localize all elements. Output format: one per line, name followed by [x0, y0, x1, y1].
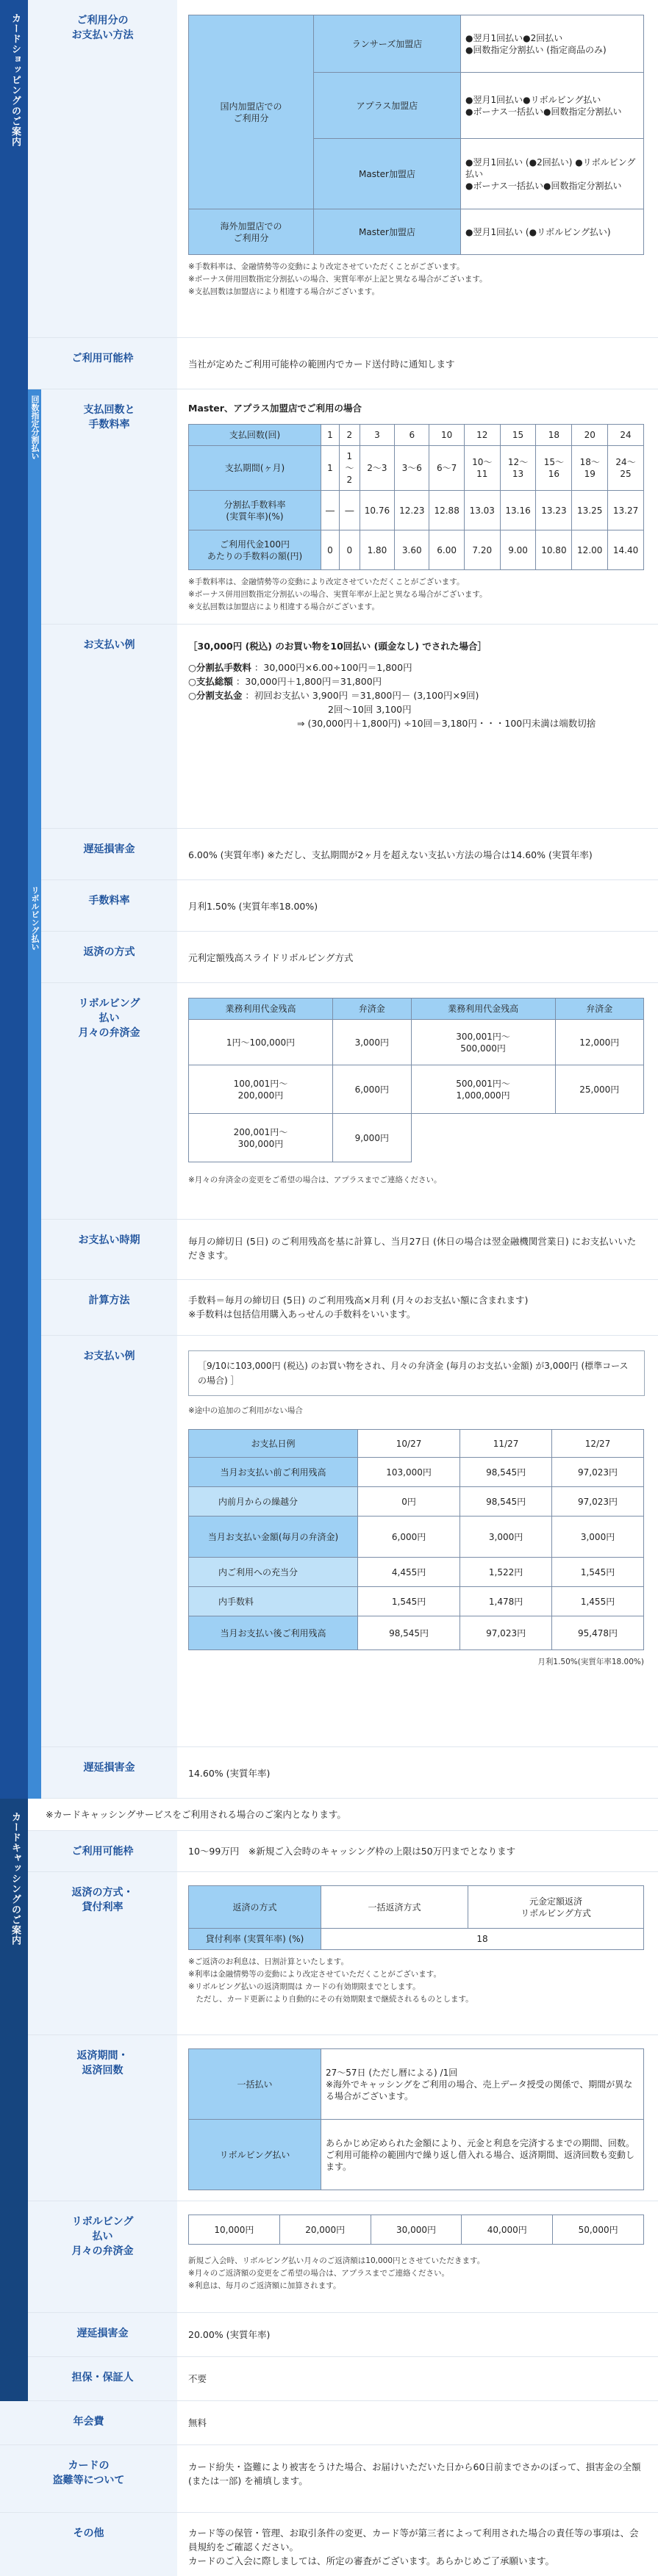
revo-calc-t1: 手数料＝毎月の締切日 (5日) のご利用残高×月利 (月々のお支払い額に含まれます) — [188, 1295, 529, 1306]
revo-monthly-row — [41, 983, 658, 1220]
revo-example-rows-3-1: 4,455円 — [358, 1558, 460, 1587]
installment-example-l3v: ：初回お支払い 3,900円 ＝31,800円－ (3,100円×9回) — [245, 690, 479, 701]
revo-example-rows-0-0: 当月お支払い前ご利用残高 — [189, 1458, 358, 1487]
revo-example-cols-1: 10/27 — [358, 1430, 460, 1458]
credit-limit-text: 当社が定めたご利用可能枠の範囲内でカード送付時に通知します — [188, 359, 455, 370]
cash-late-row — [28, 2313, 658, 2357]
installment-fee-fees-5: 7.20 — [464, 530, 500, 570]
section-cashing — [0, 1799, 28, 2445]
guarantor-label: 担保・保証人 — [28, 2357, 177, 2400]
cash-monthly-notes-2: ※利息は、毎月のご返済額に加算されます。 — [188, 2281, 341, 2290]
payment-notes — [188, 261, 645, 298]
installment-example-l2v: ：30,000円＋1,800円＝31,800円 — [235, 676, 382, 687]
payment-method-notes-0: ※手数料率は、金融情勢等の変動により改定させていただくことがございます。 — [188, 262, 465, 271]
credit-limit-row — [28, 338, 658, 389]
revo-method-row — [41, 932, 658, 983]
installment-fee-fees-3: 3.60 — [395, 530, 429, 570]
cash-period-label: 返済期間・ 返済回数 — [28, 2035, 177, 2201]
installment-example-l3k: ○分割支払金 — [188, 690, 243, 701]
late-fee-text: 6.00% (実質年率) ※ただし、支払期間が2ヶ月を超えない支払い方法の場合は14.60% (実質年率) — [188, 849, 593, 860]
payment-method-rows-0-methods: ●翌月1回払い●2回払い ●回数指定分割払い (指定商品のみ) — [461, 15, 644, 73]
cash-method-h2: 一括返済方式 — [321, 1886, 468, 1929]
cash-monthly-amounts-0: 10,000円 — [189, 2215, 280, 2245]
installment-fee-fees-6: 9.00 — [500, 530, 536, 570]
revo-monthly-table — [188, 998, 644, 1162]
cash-period-row — [28, 2035, 658, 2201]
cash-period-k1: 一括払い — [189, 2049, 321, 2120]
installment-fee-periods-5: 10～11 — [464, 446, 500, 491]
cash-method-label: 返済の方式・ 貸付利率 — [28, 1872, 177, 2034]
installment-fee-counts-6: 15 — [500, 425, 536, 446]
annual-fee-label: 年会費 — [0, 2401, 177, 2444]
cash-method-notes-1: ※利率は金融情勢等の変動により改定させていただくことがございます。 — [188, 1970, 441, 1979]
installment-fee-rates-1: ― — [340, 491, 360, 530]
sections-shopping: カードショッピングのご案内 — [10, 13, 21, 147]
payment-method-row — [28, 0, 658, 338]
installment-fee-notes-0: ※手数料率は、金融情勢等の変動により改定させていただくことがございます。 — [188, 578, 465, 586]
other-label: その他 — [0, 2513, 177, 2576]
revo-example-rows-4-2: 1,478円 — [460, 1587, 552, 1616]
section-installment — [28, 389, 41, 880]
payment-method-rows-3-store: Master加盟店 — [314, 209, 461, 255]
payment-method-rows-1-store: アプラス加盟店 — [314, 73, 461, 139]
annual-fee-row — [0, 2401, 658, 2445]
installment-fee-rates-3: 12.23 — [395, 491, 429, 530]
revo-example-rows-1-0: 内前月からの繰越分 — [189, 1487, 358, 1517]
installment-fee-fees-8: 12.00 — [572, 530, 608, 570]
cash-period-k2: リボルビング払い — [189, 2120, 321, 2190]
revo-monthly-rows-0-0: 1円～100,000円 — [189, 1020, 333, 1065]
revo-monthly-h1: 業務利用代金残高 — [189, 999, 333, 1020]
revo-example-rows-1-1: 0円 — [358, 1487, 460, 1517]
installment-example-row — [41, 625, 658, 829]
cash-method-notes-0: ※ご返済のお利息は、日割計算といたします。 — [188, 1957, 348, 1966]
installment-example-label: お支払い例 — [41, 625, 177, 828]
installment-fee-label: 支払回数と 手数料率 — [41, 389, 177, 624]
theft-row — [0, 2445, 658, 2513]
revo-timing-row — [41, 1220, 658, 1280]
cash-monthly-label: リボルビング 払い 月々の弁済金 — [28, 2201, 177, 2312]
revo-monthly-rows-2-0: 200,001円～ 300,000円 — [189, 1114, 333, 1162]
payment-method-rows-0-group: 国内加盟店での ご利用分 — [189, 15, 314, 209]
cash-period-v1: 27～57日 (ただし暦による) /1回 ※海外でキャッシングをご利用の場合、売上データ授受の関係で、期間が異なる場合がございます。 — [321, 2049, 644, 2120]
installment-fee-counts-9: 24 — [608, 425, 644, 446]
installment-fee-fees-0: 0 — [321, 530, 340, 570]
revo-example-label: お支払い例 — [41, 1336, 177, 1746]
other-text: カード等の保管・管理、お取引条件の変更、カード等が第三者によって利用された場合の責任等の事項は、会員規約をご確認ください。 カードのご入会に際しましては、所定の審査がございます。あらかじめご了承願います。 — [188, 2528, 639, 2566]
installment-fee-counts-2: 3 — [360, 425, 394, 446]
revo-example-title: ［9/10に103,000円 (税込) のお買い物をされ、月々の弁済金 (毎月のお支払い金額) が3,000円 (標準コースの場合) ］ — [188, 1350, 645, 1396]
guarantor-text: 不要 — [188, 2373, 207, 2384]
cash-method-notes-2: ※リボルビング払いの返済期間は カードの有効期限までとします。 — [188, 1982, 421, 1991]
revo-example-rows-4-1: 1,545円 — [358, 1587, 460, 1616]
revo-calc-label: 計算方法 — [41, 1280, 177, 1335]
cash-late-label: 遅延損害金 — [28, 2313, 177, 2356]
installment-fee-periods-4: 6～7 — [429, 446, 464, 491]
revo-example-cols-2: 11/27 — [460, 1430, 552, 1458]
installment-fee-rates-6: 13.16 — [500, 491, 536, 530]
installment-example-l1v: ：30,000円×6.00÷100円＝1,800円 — [254, 662, 412, 673]
installment-example-title: ［30,000円 (税込) のお買い物を10回払い (頭金なし) でされた場合］ — [188, 641, 487, 652]
cash-period-v2: あらかじめ定められた金額により、元金と利息を完済するまでの期間、回数。ご利用可能枠の範囲内で繰り返し借入れる場合、返済期間、返済回数も変動します。 — [321, 2120, 644, 2190]
installment-fee-periods-8: 18～19 — [572, 446, 608, 491]
cash-monthly-amounts-4: 50,000円 — [553, 2215, 644, 2245]
installment-fee-periods-2: 2～3 — [360, 446, 394, 491]
revo-monthly-note: ※月々の弁済金の変更をご希望の場合は、アプラスまでご連絡ください。 — [188, 1176, 442, 1184]
sections-cashing: カードキャッシングのご案内 — [10, 1812, 21, 1946]
revo-monthly-rows-1-1: 6,000円 — [332, 1065, 411, 1114]
revo-timing-text: 毎月の締切日 (5日) のご利用残高を基に計算し、当月27日 (休日の場合は翌金融機関営業日) にお支払いいただきます。 — [188, 1236, 637, 1261]
cashing-intro: ※カードキャッシングサービスをご利用される場合のご案内となります。 — [46, 1809, 346, 1820]
revo-example-rows-1-3: 97,023円 — [552, 1487, 644, 1517]
revo-example-rows-3-2: 1,522円 — [460, 1558, 552, 1587]
installment-fee-fees-4: 6.00 — [429, 530, 464, 570]
revo-monthly-h4: 弁済金 — [555, 999, 643, 1020]
installment-fee-counts-0: 1 — [321, 425, 340, 446]
installment-fee-headers-1: 支払期間(ヶ月) — [189, 446, 321, 491]
installment-fee-rates-7: 13.23 — [536, 491, 572, 530]
revo-example-rows-5-3: 95,478円 — [552, 1616, 644, 1650]
revo-example-foot: 月利1.50%(実質年率18.00%) — [537, 1658, 644, 1666]
revo-example-rows-2-1: 6,000円 — [358, 1517, 460, 1558]
revo-example-table — [188, 1429, 644, 1650]
revo-example-rows-2-3: 3,000円 — [552, 1517, 644, 1558]
installment-fee-rates-0: ― — [321, 491, 340, 530]
late-fee-label: 遅延損害金 — [41, 829, 177, 879]
revo-fee-row — [41, 880, 658, 932]
cash-method-notes-3: ただし、カード更新により自動的にその有効期限まで継続されるものとします。 — [188, 1995, 473, 2004]
late-fee-row — [41, 829, 658, 880]
cash-late-text: 20.00% (実質年率) — [188, 2329, 271, 2340]
installment-fee-headers-3: ご利用代金100円 あたりの手数料の額(円) — [189, 530, 321, 570]
cash-monthly-notes-1: ※月々のご返済額の変更をご希望の場合は、アプラスまでご連絡ください。 — [188, 2269, 449, 2278]
cash-monthly-amounts-1: 20,000円 — [279, 2215, 371, 2245]
revo-example-row — [41, 1336, 658, 1747]
revo-example-cols-0: お支払日例 — [189, 1430, 358, 1458]
revo-example-rows-2-0: 当月お支払い金額(毎月の弁済金) — [189, 1517, 358, 1558]
payment-method-rows-3-group: 海外加盟店での ご利用分 — [189, 209, 314, 255]
sections-revolving: リボルビング払い — [30, 886, 40, 951]
installment-fee-notes-1: ※ボーナス併用回数指定分割払いの場合、実質年率が上記と異なる場合がございます。 — [188, 590, 487, 599]
installment-fee-notes-2: ※支払回数は加盟店により相違する場合がございます。 — [188, 602, 379, 611]
installment-example-l4: 2回～10回 3,100円 — [328, 704, 412, 715]
revo-example-rows-0-3: 97,023円 — [552, 1458, 644, 1487]
revo-monthly-h3: 業務利用代金残高 — [411, 999, 555, 1020]
cash-method-h3: 元金定額返済 リボルビング方式 — [468, 1886, 644, 1929]
installment-fee-row — [41, 389, 658, 625]
revo-fee-label: 手数料率 — [41, 880, 177, 931]
payment-method-label: ご利用分の お支払い方法 — [28, 0, 177, 337]
revo-fee-text: 月利1.50% (実質年率18.00%) — [188, 901, 318, 912]
installment-fee-rates-4: 12.88 — [429, 491, 464, 530]
cash-monthly-table — [188, 2215, 644, 2245]
cash-monthly-row — [28, 2201, 658, 2313]
revo-monthly-rows-0-2: 300,001円～ 500,000円 — [411, 1020, 555, 1065]
payment-method-notes-1: ※ボーナス併用回数指定分割払いの場合、実質年率が上記と異なる場合がございます。 — [188, 275, 487, 284]
installment-example-l1k: ○分割払手数料 — [188, 662, 251, 673]
revo-example-sub: ※途中の追加のご利用がない場合 — [188, 1406, 303, 1415]
payment-method-table — [188, 15, 644, 255]
section-shopping — [0, 0, 28, 1799]
credit-limit-label: ご利用可能枠 — [28, 338, 177, 389]
cash-method-h1: 返済の方式 — [189, 1886, 321, 1929]
installment-fee-counts-3: 6 — [395, 425, 429, 446]
installment-fee-counts-4: 10 — [429, 425, 464, 446]
revo-monthly-rows-0-3: 12,000円 — [555, 1020, 643, 1065]
revo-monthly-rows-1-0: 100,001円～ 200,000円 — [189, 1065, 333, 1114]
payment-method-rows-2-store: Master加盟店 — [314, 139, 461, 209]
installment-fee-rates-2: 10.76 — [360, 491, 394, 530]
installment-fee-counts-8: 20 — [572, 425, 608, 446]
revo-example-rows-5-0: 当月お支払い後ご利用残高 — [189, 1616, 358, 1650]
installment-example-l2k: ○支払総額 — [188, 676, 233, 687]
installment-fee-periods-1: 1～2 — [340, 446, 360, 491]
installment-fee-rates-5: 13.03 — [464, 491, 500, 530]
revo-monthly-rows-1-3: 25,000円 — [555, 1065, 643, 1114]
installment-fee-fees-9: 14.40 — [608, 530, 644, 570]
installment-fee-last-period: 24～25 — [608, 446, 644, 491]
revo-example-rows-4-3: 1,455円 — [552, 1587, 644, 1616]
installment-fee-counts-5: 12 — [464, 425, 500, 446]
installment-fee-fees-7: 10.80 — [536, 530, 572, 570]
installment-fee-periods-3: 3～6 — [395, 446, 429, 491]
revo-method-text: 元利定額残高スライドリボルビング方式 — [188, 952, 354, 963]
cashing-intro — [28, 1799, 658, 1831]
cash-method-row — [28, 1872, 658, 2035]
revo-example-rows-0-2: 98,545円 — [460, 1458, 552, 1487]
installment-fee-title: Master、アプラス加盟店でご利用の場合 — [188, 403, 362, 414]
cash-period-table — [188, 2048, 644, 2190]
revo-example-rows-1-2: 98,545円 — [460, 1487, 552, 1517]
cash-monthly-amounts-2: 30,000円 — [371, 2215, 462, 2245]
revo-late-row — [41, 1747, 658, 1799]
revo-example-rows-0-1: 103,000円 — [358, 1458, 460, 1487]
cash-limit-label: ご利用可能枠 — [28, 1831, 177, 1871]
theft-label: カードの 盗難等について — [0, 2445, 177, 2512]
installment-example-l5: ⇒ (30,000円＋1,800円) ÷10回＝3,180円・・・100円未満は端数切捨 — [297, 718, 596, 729]
cash-method-table — [188, 1885, 644, 1950]
installment-fee-table — [188, 424, 644, 570]
payment-method-notes-2: ※支払回数は加盟店により相違する場合がございます。 — [188, 287, 379, 296]
installment-fee-counts-1: 2 — [340, 425, 360, 446]
section-revolving — [28, 880, 41, 1799]
theft-text: カード紛失・盗難により被害をうけた場合、お届けいただいた日から60日前までさかのぼって、損害金の全額 (または一部) を補填します。 — [188, 2461, 641, 2486]
installment-fee-periods-7: 15～16 — [536, 446, 572, 491]
revo-monthly-rows-1-2: 500,001円～ 1,000,000円 — [411, 1065, 555, 1114]
cash-method-r1: 貸付利率 (実質年率) (%) — [189, 1929, 321, 1950]
revo-calc-row — [41, 1280, 658, 1336]
sections-installment: 回数指定分割払い — [30, 395, 40, 460]
revo-monthly-h2: 弁済金 — [332, 999, 411, 1020]
revo-example-rows-4-0: 内手数料 — [189, 1587, 358, 1616]
payment-method-rows-2-methods: ●翌月1回払い (●2回払い) ●リボルビング払い ●ボーナス一括払い●回数指定分割払い — [461, 139, 644, 209]
installment-fee-rates-9: 13.27 — [608, 491, 644, 530]
payment-method-rows-0-store: ランサーズ加盟店 — [314, 15, 461, 73]
cash-monthly-notes-0: 新規ご入会時、リボルビング払い月々のご返済額は10,000円とさせていただきます。 — [188, 2256, 485, 2265]
cash-monthly-amounts-3: 40,000円 — [462, 2215, 553, 2245]
payment-method-rows-3-methods: ●翌月1回払い (●リボルビング払い) — [461, 209, 644, 255]
payment-method-rows-1-methods: ●翌月1回払い●リボルビング払い ●ボーナス一括払い●回数指定分割払い — [461, 73, 644, 139]
revo-timing-label: お支払い時期 — [41, 1220, 177, 1279]
revo-calc-t2: ※手数料は包括信用購入あっせんの手数料をいいます。 — [188, 1309, 416, 1320]
revo-late-label: 遅延損害金 — [41, 1747, 177, 1798]
revo-monthly-label: リボルビング 払い 月々の弁済金 — [41, 983, 177, 1219]
revo-late-text: 14.60% (実質年率) — [188, 1768, 271, 1779]
installment-fee-fees-2: 1.80 — [360, 530, 394, 570]
revo-example-rows-5-1: 98,545円 — [358, 1616, 460, 1650]
installment-fee-periods-6: 12～13 — [500, 446, 536, 491]
cash-method-r2: 18 — [321, 1929, 644, 1950]
annual-fee-text: 無料 — [188, 2417, 207, 2428]
guarantor-row — [28, 2357, 658, 2401]
revo-example-rows-3-0: 内ご利用への充当分 — [189, 1558, 358, 1587]
revo-monthly-rows-2-1: 9,000円 — [332, 1114, 411, 1162]
installment-fee-rates-8: 13.25 — [572, 491, 608, 530]
cash-limit-text: 10～99万円 ※新規ご入会時のキャッシング枠の上限は50万円までとなります — [188, 1846, 516, 1857]
installment-fee-periods-0: 1 — [321, 446, 340, 491]
installment-fee-headers-0: 支払回数(回) — [189, 425, 321, 446]
revo-monthly-rows-0-1: 3,000円 — [332, 1020, 411, 1065]
other-row — [0, 2513, 658, 2576]
revo-method-label: 返済の方式 — [41, 932, 177, 982]
cash-limit-row — [28, 1831, 658, 1872]
installment-fee-counts-7: 18 — [536, 425, 572, 446]
revo-example-cols-3: 12/27 — [552, 1430, 644, 1458]
installment-fee-fees-1: 0 — [340, 530, 360, 570]
revo-example-rows-5-2: 97,023円 — [460, 1616, 552, 1650]
revo-example-rows-3-3: 1,545円 — [552, 1558, 644, 1587]
revo-example-rows-2-2: 3,000円 — [460, 1517, 552, 1558]
installment-fee-headers-2: 分割払手数料率 (実質年率)(%) — [189, 491, 321, 530]
